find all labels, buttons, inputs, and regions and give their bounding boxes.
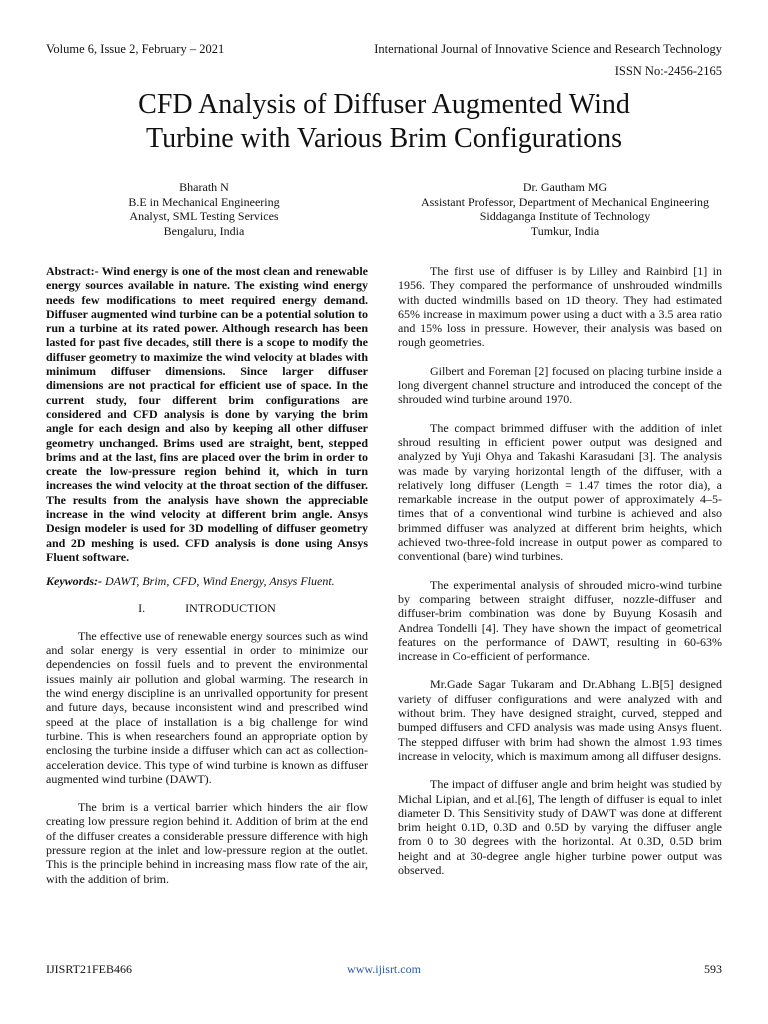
abstract: Abstract:- Wind energy is one of the most clean and renewable energy sources available in nature. The existing wind energy needs few modifications to meet required energy demand. Diffuser augmented wind turbine can be a potential solution to run a turbine at its rated power. Although research has been lasted for past five decades, still there is a scope to modify the diffuser geometry to maximize the wind velocity at blades with minimum diffuser dimensions. Since larger diffuser dimensions are not practical for efficient use of space. In the current study, four different brim configurations are considered and CFD analysis is done by varying the brim angle for each design and also by keeping all other diffuser geometry unchanged. Brims used are straight, bent, stepped brims and at the last, fins are placed over the brim in order to create the low-pressure region behind it, which in turn increases the wind velocity at the throat section of the diffuser. The results from the analysis have shown the appreciable increase in the wind velocity at different brim angle. Ansys Design modeler is used for 3D modelling of diffuser geometry and 2D meshing is used. CFD analysis is done using Ansys Fluent software. [46, 264, 368, 564]
keywords-list: DAWT, Brim, CFD, Wind Energy, Ansys Fluent. [102, 574, 335, 589]
section-number: I. [138, 600, 146, 615]
section-heading [46, 601, 368, 615]
keywords [46, 574, 368, 588]
author-affiliation: Siddaganga Institute of Technology [479, 209, 651, 223]
left-column [46, 264, 368, 886]
author-location: Bengaluru, India [163, 223, 245, 238]
intro-paragraph-1: The effective use of renewable energy sources such as wind and solar energy is very essential in order to minimize our dependencies on fossil fuels and to prevent the environmental issues mainly air pollution and global warming. The research in the wind energy discipline is an unrivalled opportunity for present and future days, because inconsistent wind and prescribed wind speed at the place of installation is a big challenge for wind turbine. This is when researchers found an appropriate option by enclosing the turbine inside a diffuser which can act as collection-acceleration device. This type of wind turbine is known as diffuser augmented wind turbine (DAWT). [46, 628, 368, 786]
issn-label: ISSN No:-2456-2165 [614, 64, 722, 78]
running-header-journal: International Journal of Innovative Science and Research Technology [374, 42, 722, 56]
author-location: Tumkur, India [530, 223, 600, 238]
body-paragraph-2: Gilbert and Foreman [2] focused on placing turbine inside a long divergent channel structure and introduced the concept of the shrouded wind turbine around 1970. [398, 363, 722, 407]
footer-paper-id: IJISRT21FEB466 [46, 962, 132, 976]
title-line-2: Turbine with Various Brim Configurations [145, 123, 622, 154]
intro-paragraph-2: The brim is a vertical barrier which hinders the air flow creating low pressure region behind it. Addition of brim at the end of the diffuser creates a considerable pressure difference with high pressure region at the inlet and low-pressure region at the outlet. This is the principle behind in increasing mass flow rate of the air, with the addition of brim. [46, 800, 368, 886]
right-column [398, 264, 722, 877]
body-paragraph-5: Mr.Gade Sagar Tukaram and Dr.Abhang L.B[5] designed variety of diffuser configurations and were analyzed with and without brim. They have designed straight, curved, stepped and bumped diffusers and CFD analysis was made using Ansys fluent. The stepped diffuser with brim had shown the almost 1.93 times increase in velocity, which is maximum among all diffuser designs. [398, 677, 722, 763]
section-title: INTRODUCTION [185, 600, 276, 615]
footer-website-link[interactable]: www.ijisrt.com [347, 962, 421, 976]
page-number: 593 [704, 962, 722, 976]
author-position: Assistant Professor, Department of Mechanical Engineering [420, 194, 710, 209]
author-block-2 [400, 180, 730, 238]
body-paragraph-4: The experimental analysis of shrouded micro-wind turbine by comparing between straight diffuser, nozzle-diffuser and diffuser-brim combination was done by Buyung Kosasih and Andrea Tondelli [4]. They have shown the impact of geometrical features on the performance of DAWT, resulting in 60-63% increase in Co-efficient of performance. [398, 577, 722, 664]
running-header-volume: Volume 6, Issue 2, February – 2021 [46, 42, 225, 56]
body-paragraph-6: The impact of diffuser angle and brim height was studied by Michal Lipian, and et al.[6], The length of diffuser is equal to inlet diameter D. This Sensitivity study of DAWT was done at different brim height 0.1D, 0.3D and 0.5D by varying the diffuser angle from 0 to 30 degrees with the horizontal. At 0.3D, 0.5D brim height and at 30-degree angle higher turbine power output was observed. [398, 777, 722, 877]
author-name: Bharath N [179, 180, 229, 194]
title-line-1: CFD Analysis of Diffuser Augmented Wind [138, 89, 630, 120]
body-paragraph-1: The first use of diffuser is by Lilley and Rainbird [1] in 1956. They compared the performance of unshrouded windmills with ducted windmills based on 1D theory. They had estimated 65% increase in maximum power using a duct with a 3.5 area ratio and 15% loss in pressure. However, their analysis was based on rough geometries. [398, 264, 722, 350]
author-degree: B.E in Mechanical Engineering [128, 194, 280, 209]
paper-title [0, 88, 768, 156]
keywords-label: Keywords:- [46, 574, 102, 589]
author-block-1 [54, 180, 354, 238]
author-affiliation: Analyst, SML Testing Services [129, 209, 279, 223]
body-paragraph-3: The compact brimmed diffuser with the addition of inlet shroud resulting in efficient power output was designed and analyzed by Yuji Ohya and Takashi Karasudani [3]. The analysis was made by varying horizontal length of the diffuser, with a relatively long diffuser (Length = 1.47 times the rotor dia), a remarkable increase in the output power of approximately 4–5-times that of a conventional wind turbine is achieved and also brimmed diffuser was analyzed at different brim heights, which achieved two-three-fold increase in output power as compared to conventional (bare) wind turbines. [398, 420, 722, 564]
author-name: Dr. Gautham MG [522, 180, 608, 194]
